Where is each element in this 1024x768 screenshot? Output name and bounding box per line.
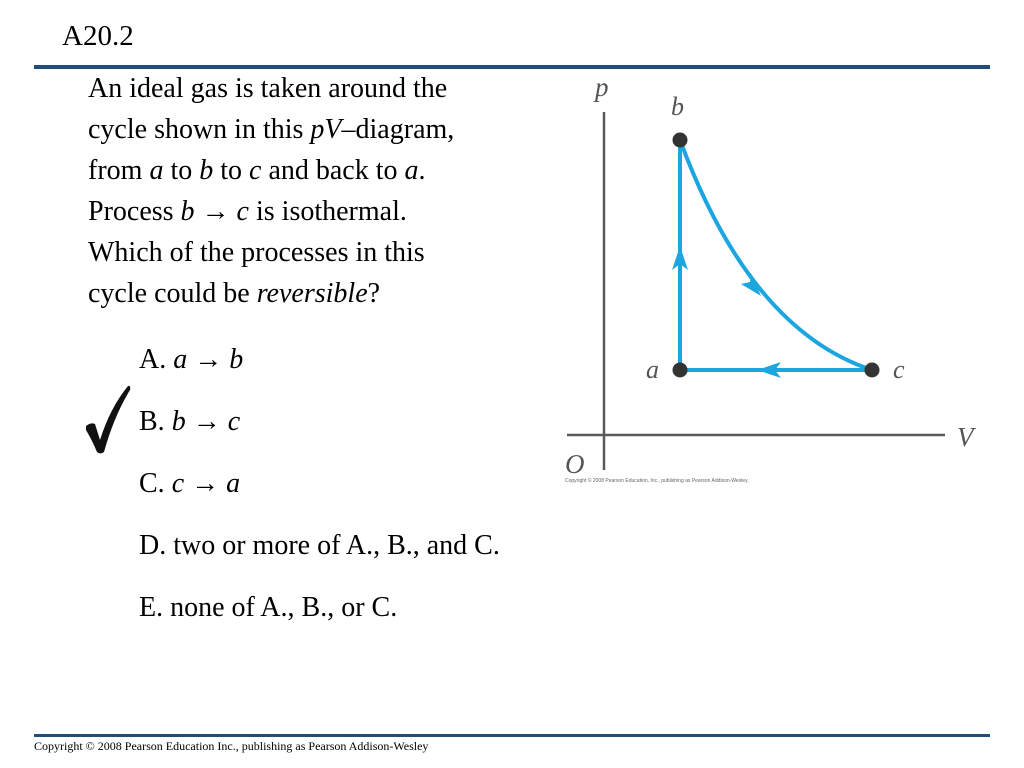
option-d[interactable]: [139, 522, 619, 584]
question-text: [88, 68, 558, 314]
text-run: c: [171, 468, 185, 499]
question-line: [88, 232, 558, 273]
pv-diagram: [545, 70, 1005, 490]
point-c: [865, 363, 880, 378]
question-line: [88, 68, 558, 109]
text-run: is isothermal.: [248, 196, 407, 227]
text-run: c: [236, 196, 249, 227]
footer-copyright: Copyright © 2008 Pearson Education Inc., publishing as Pearson Addison-Wesley: [34, 739, 429, 753]
text-run: ?: [367, 278, 381, 309]
text-run: →: [184, 468, 227, 499]
point-a-label: a: [646, 355, 659, 384]
p-axis-label: p: [595, 72, 609, 102]
text-run: D. two or more of A., B., and C.: [139, 530, 500, 561]
checkmark-icon: [82, 380, 132, 456]
text-run: C.: [139, 468, 172, 499]
origin-label: O: [565, 449, 585, 479]
text-run: c: [227, 406, 241, 437]
text-run: →: [187, 344, 230, 375]
text-run: and back to: [261, 155, 405, 186]
text-run: pV: [310, 114, 342, 145]
text-run: Which of the processes in this: [88, 237, 425, 268]
point-a: [673, 363, 688, 378]
process-b-to-c: [680, 140, 872, 370]
text-run: E. none of A., B., or C.: [139, 592, 398, 623]
text-run: Process: [88, 196, 181, 227]
text-run: reversible: [256, 278, 368, 309]
option-e[interactable]: [139, 584, 619, 646]
figure-copyright: Copyright © 2008 Pearson Education, Inc., publishing as Pearson Addison-Wesley.: [565, 478, 749, 484]
text-run: b: [171, 406, 186, 437]
slide-number: A20.2: [62, 20, 134, 52]
point-b-label: b: [671, 92, 684, 121]
point-c-label: c: [893, 355, 905, 384]
text-run: a: [404, 155, 419, 186]
question-line: [88, 273, 558, 314]
question-line: [88, 191, 558, 232]
text-run: A.: [139, 344, 174, 375]
question-line: [88, 150, 558, 191]
text-run: a: [173, 344, 188, 375]
text-run: a: [226, 468, 241, 499]
text-run: b: [199, 155, 214, 186]
question-line: [88, 109, 558, 150]
text-run: from: [88, 155, 150, 186]
text-run: –diagram,: [341, 114, 455, 145]
text-run: →: [185, 406, 228, 437]
text-run: b: [229, 344, 244, 375]
point-b: [673, 133, 688, 148]
v-axis-label: V: [957, 422, 974, 452]
text-run: cycle shown in this: [88, 114, 311, 145]
text-run: a: [149, 155, 164, 186]
text-run: →: [194, 196, 237, 227]
text-run: c: [249, 155, 262, 186]
text-run: An ideal gas is taken around the: [88, 73, 448, 104]
text-run: to: [163, 155, 200, 186]
footer-divider: [34, 734, 990, 737]
text-run: B.: [139, 406, 172, 437]
text-run: .: [418, 155, 426, 186]
text-run: b: [180, 196, 195, 227]
text-run: cycle could be: [88, 278, 257, 309]
text-run: to: [213, 155, 249, 186]
